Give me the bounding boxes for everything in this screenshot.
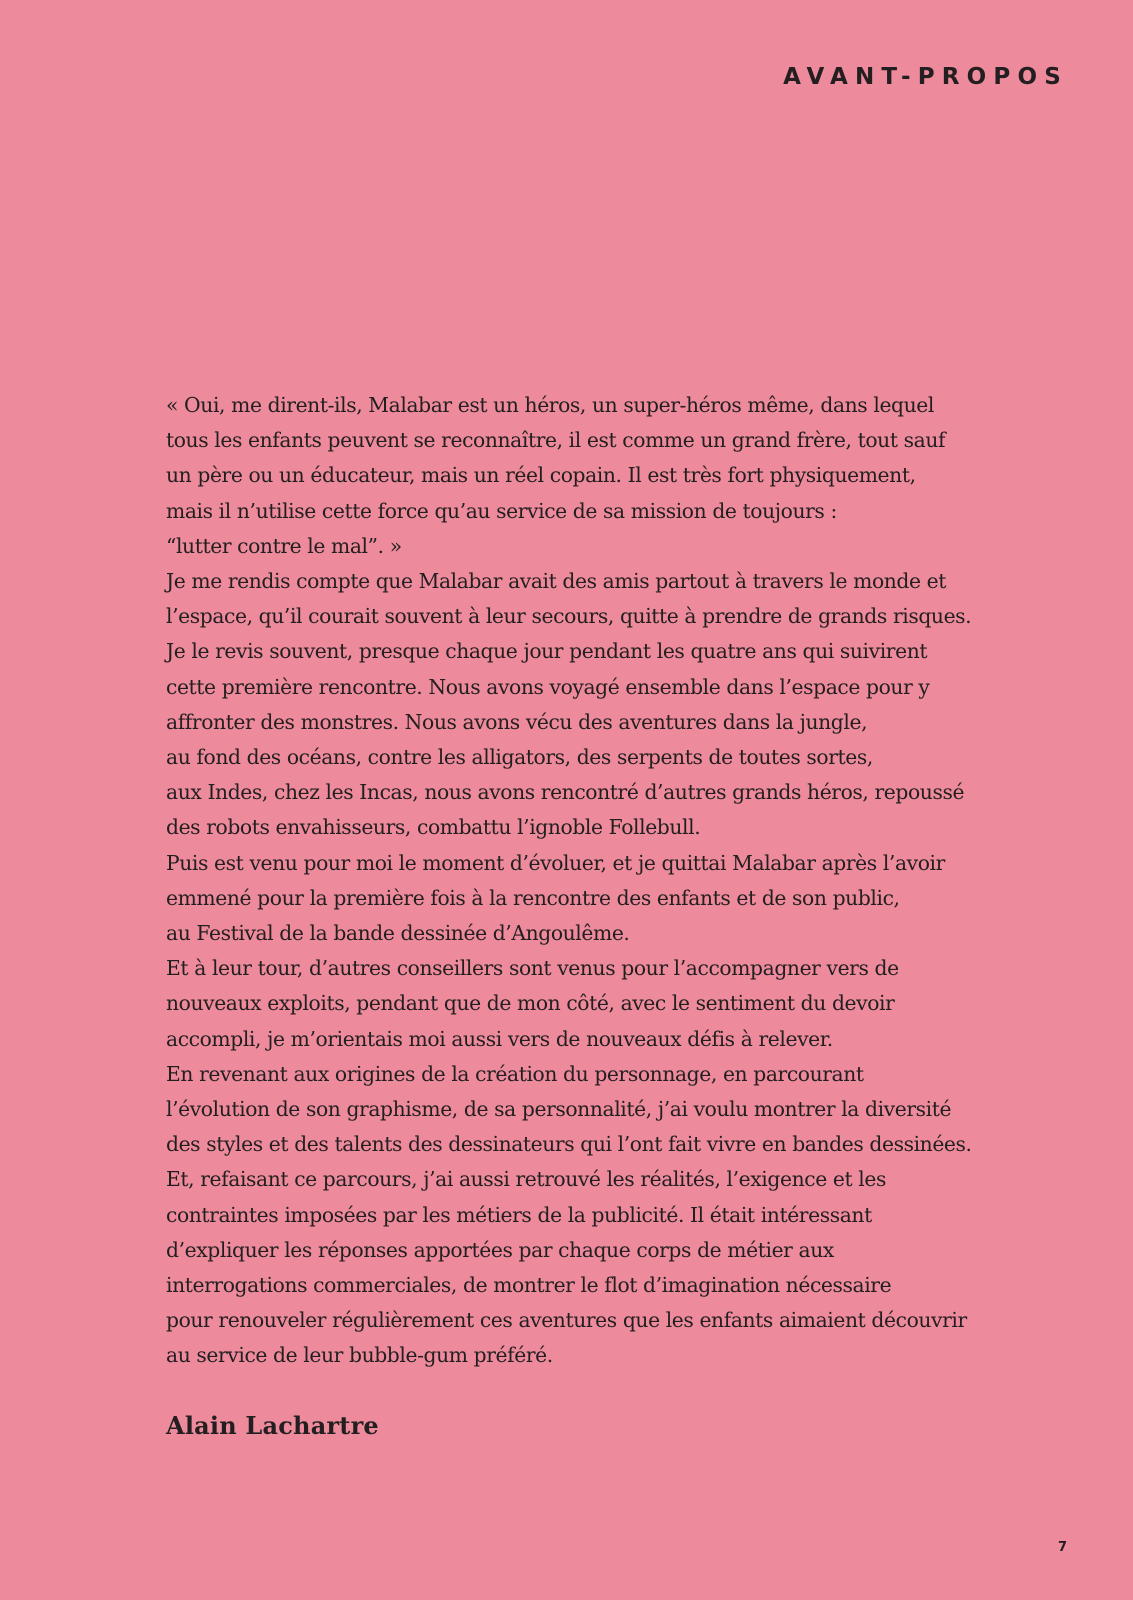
text-line: tous les enfants peuvent se reconnaître, il est comme un grand frère, tout sauf <box>166 428 946 453</box>
text-line: l’évolution de son graphisme, de sa personnalité, j’ai voulu montrer la diversité <box>166 1097 952 1122</box>
text-line: au fond des océans, contre les alligators, des serpents de toutes sortes, <box>166 745 873 770</box>
text-line: Et à leur tour, d’autres conseillers sont venus pour l’accompagner vers de <box>166 956 899 981</box>
text-line: nouveaux exploits, pendant que de mon côté, avec le sentiment du devoir <box>166 991 895 1016</box>
text-line: au Festival de la bande dessinée d’Angoulême. <box>166 921 630 946</box>
text-line: des robots envahisseurs, combattu l’ignoble Follebull. <box>166 815 701 840</box>
text-line: Je me rendis compte que Malabar avait des amis partout à travers le monde et <box>166 569 946 594</box>
text-line: un père ou un éducateur, mais un réel copain. Il est très fort physiquement, <box>166 463 916 488</box>
text-line: d’expliquer les réponses apportées par chaque corps de métier aux <box>166 1237 834 1262</box>
text-line: “lutter contre le mal”. » <box>166 533 402 558</box>
page-number: 7 <box>1057 1540 1067 1555</box>
text-line: accompli, je m’orientais moi aussi vers de nouveaux défis à relever. <box>166 1026 833 1051</box>
text-line: affronter des monstres. Nous avons vécu des aventures dans la jungle, <box>166 709 868 734</box>
text-line: Et, refaisant ce parcours, j’ai aussi retrouvé les réalités, l’exigence et les <box>166 1167 886 1192</box>
author-signature: Alain Lachartre <box>166 1411 379 1440</box>
text-line: « Oui, me dirent-ils, Malabar est un héros, un super-héros même, dans lequel <box>166 393 934 417</box>
text-line: mais il n’utilise cette force qu’au service de sa mission de toujours : <box>166 498 837 523</box>
text-line: au service de leur bubble-gum préféré. <box>166 1343 553 1368</box>
text-line: des styles et des talents des dessinateurs qui l’ont fait vivre en bandes dessinées. <box>166 1132 972 1157</box>
text-line: interrogations commerciales, de montrer le flot d’imagination nécessaire <box>166 1273 892 1298</box>
text-line: emmené pour la première fois à la rencontre des enfants et de son public, <box>166 885 900 910</box>
foreword-body <box>166 388 1046 1374</box>
text-line: contraintes imposées par les métiers de la publicité. Il était intéressant <box>166 1202 872 1227</box>
text-line: Je le revis souvent, presque chaque jour pendant les quatre ans qui suivirent <box>166 639 928 664</box>
text-line: cette première rencontre. Nous avons voyagé ensemble dans l’espace pour y <box>166 674 930 699</box>
text-line: l’espace, qu’il courait souvent à leur secours, quitte à prendre de grands risques. <box>166 604 972 629</box>
section-title: AVANT-PROPOS <box>783 64 1068 90</box>
text-line: pour renouveler régulièrement ces aventures que les enfants aimaient découvrir <box>166 1308 967 1333</box>
text-line: En revenant aux origines de la création du personnage, en parcourant <box>166 1061 864 1086</box>
text-line: aux Indes, chez les Incas, nous avons rencontré d’autres grands héros, repoussé <box>166 780 965 805</box>
text-line: Puis est venu pour moi le moment d’évoluer, et je quittai Malabar après l’avoir <box>166 850 945 875</box>
